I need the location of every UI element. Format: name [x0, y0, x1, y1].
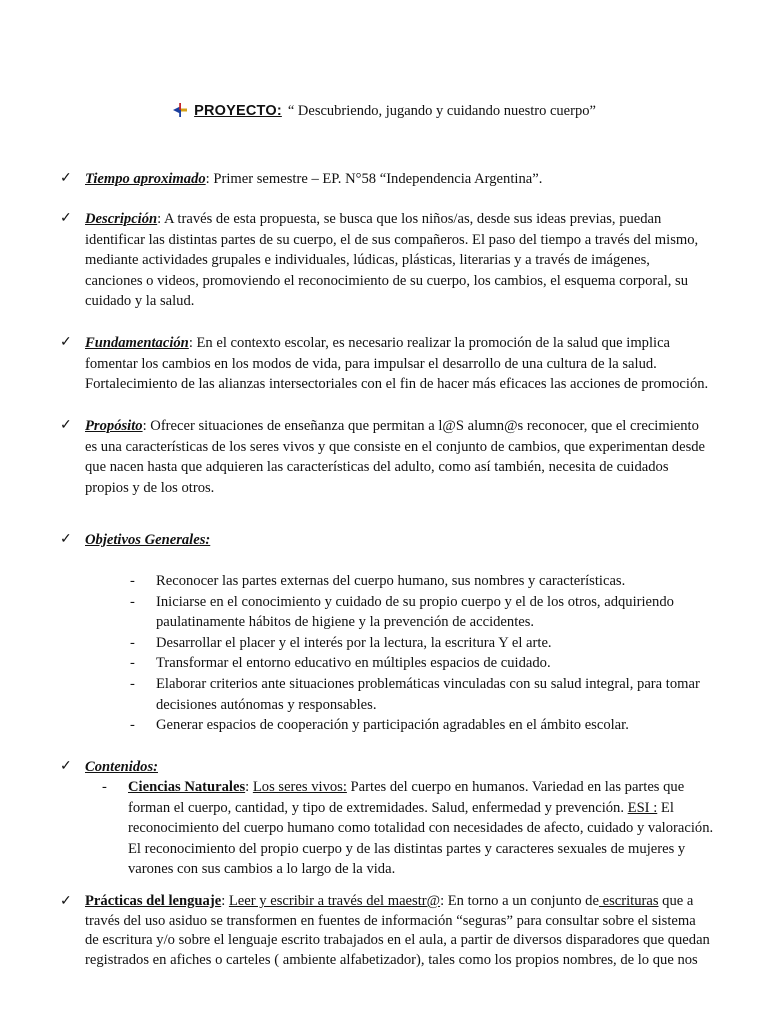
text-line: reconocimiento del cuerpo humano como totalidad con necesidades de afecto, cuidado y valoración.: [128, 820, 714, 837]
text-line: : En el contexto escolar, es necesario realizar la promoción de la salud que implica: [188, 335, 671, 351]
text-line: Fortalecimiento de las alianzas intersectoriales con el fin de hacer más eficaces las acciones de promoción.: [85, 376, 709, 393]
list-item-text: Desarrollar el placer y el interés por la lectura, la escritura Y el arte.: [156, 634, 552, 651]
section-proposito: [60, 416, 732, 498]
list-item-text: Elaborar criterios ante situaciones problemáticas vinculadas con su salud integral, para tomar: [156, 675, 700, 692]
list-item-text: decisiones autónomas y responsables.: [156, 696, 377, 713]
dash-bullet: -: [130, 655, 135, 672]
text-line: registrados en afiches o carteles ( ambiente alfabetizador), tales como los propios nombres, de lo que nos: [85, 951, 698, 968]
checkmark-icon: ✓: [60, 532, 72, 547]
dash-bullet: -: [130, 717, 135, 734]
text-line: que a: [658, 893, 694, 909]
list-item: [130, 674, 740, 715]
text-line: mediante actividades grupales e individuales, lúdicas, plásticas, literarias y a través de imágenes,: [85, 252, 650, 269]
project-name: “ Descubriendo, jugando y cuidando nuestro cuerpo”: [287, 103, 596, 119]
text-line: : A través de esta propuesta, se busca que los niños/as, desde sus ideas previas, puedan: [157, 211, 662, 227]
heading-tiempo: Tiempo aproximado: [85, 171, 206, 187]
arrow-bullet-icon: [172, 103, 188, 117]
project-label: PROYECTO:: [194, 103, 282, 119]
subheading-leer-escribir: Leer y escribir a través del maestr@: [228, 893, 441, 909]
text-sep: :: [221, 893, 229, 909]
checkmark-icon: ✓: [60, 335, 72, 350]
subheading-esi: ESI :: [627, 799, 658, 816]
section-tiempo: [60, 169, 732, 190]
text-line: forman el cuerpo, cantidad, y tipo de extremidades. Salud, enfermedad y prevención.: [128, 799, 628, 816]
checkmark-icon: ✓: [60, 211, 72, 226]
text-line: El reconocimiento del propio cuerpo y de las distintas partes y caracteres sexuales de mujeres y: [128, 840, 686, 857]
section-practicas: [60, 892, 732, 970]
checkmark-icon: ✓: [60, 894, 72, 909]
dash-bullet: -: [130, 573, 135, 589]
heading-practicas: Prácticas del lenguaje: [85, 893, 222, 909]
text-line: que nacen hasta que adquieren las características del adulto, como así también, necesita de cuidados: [85, 459, 669, 476]
checkmark-icon: ✓: [60, 171, 72, 186]
text-line: identificar las distintas partes de su cuerpo, el de sus compañeros. El paso del tiempo a través del mismo,: [85, 231, 699, 248]
list-item-text: paulatinamente hábitos de higiene y la prevención de accidentes.: [156, 614, 535, 631]
text-tiempo: : Primer semestre – EP. N°58 “Independencia Argentina”.: [205, 171, 543, 187]
text-line: cuidado y la salud.: [85, 293, 195, 310]
dash-bullet: -: [130, 675, 135, 692]
text-line: Partes del cuerpo en humanos. Variedad en las partes que: [346, 779, 685, 795]
list-item: [130, 633, 740, 654]
text-line: fomentar los cambios en los modos de vida, para impulsar el desarrollo de una cultura de la salud.: [85, 355, 657, 372]
dash-bullet: -: [130, 593, 135, 610]
list-item: [130, 715, 740, 736]
list-item: [130, 592, 740, 633]
text-line: : Ofrecer situaciones de enseñanza que permitan a l@S alumn@s reconocer, que el crecimiento: [142, 418, 699, 434]
contenidos-list: [102, 777, 742, 880]
heading-fundamentacion: Fundamentación: [85, 335, 189, 351]
heading-descripcion: Descripción: [85, 211, 158, 227]
list-item: [130, 653, 740, 674]
objetivos-list: [130, 571, 740, 736]
heading-objetivos: Objetivos Generales:: [85, 532, 211, 548]
text-sep: :: [245, 779, 253, 795]
checkmark-icon: ✓: [60, 418, 72, 433]
subheading-seres-vivos: Los seres vivos:: [252, 779, 347, 795]
project-title: [0, 102, 768, 120]
text-line: de escritura y/o sobre el lenguaje escrito trabajados en el aula, a partir de diversos disparadores que quedan: [85, 932, 710, 949]
list-item: [130, 571, 740, 592]
underlined-text: escrituras: [598, 893, 659, 909]
list-item-text: Generar espacios de cooperación y participación agradables en el ámbito escolar.: [156, 717, 629, 734]
section-descripcion: [60, 209, 732, 312]
text-line: es una características de los seres vivos y que consiste en el conjunto de cambios, que experimentan desde: [85, 438, 706, 455]
list-item-text: Transformar el entorno educativo en múltiples espacios de cuidado.: [156, 655, 551, 672]
text-line: través del uso asiduo se transformen en fuentes de información “seguras” para consultar sobre el sistema: [85, 912, 696, 929]
dash-bullet: -: [130, 634, 135, 651]
list-item-text: Reconocer las partes externas del cuerpo humano, sus nombres y características.: [156, 573, 626, 589]
text-line: : En torno a un conjunto de: [440, 893, 599, 909]
text-line: El: [657, 799, 674, 816]
heading-proposito: Propósito: [85, 418, 143, 434]
section-objetivos: [60, 530, 732, 551]
list-item: [102, 777, 742, 880]
dash-bullet: -: [102, 779, 107, 795]
heading-contenidos: Contenidos:: [85, 759, 158, 775]
section-fundamentacion: [60, 333, 732, 395]
text-line: propios y de los otros.: [85, 479, 215, 496]
section-contenidos: [60, 757, 732, 778]
checkmark-icon: ✓: [60, 759, 72, 774]
heading-ciencias: Ciencias Naturales: [128, 779, 246, 795]
text-line: varones con sus cambios a lo largo de la vida.: [128, 861, 396, 878]
list-item-text: Iniciarse en el conocimiento y cuidado de su propio cuerpo y el de los otros, adquiriendo: [156, 593, 674, 610]
text-line: canciones o videos, promoviendo el reconocimiento de su cuerpo, los cambios, el esquema corporal, su: [85, 272, 689, 289]
